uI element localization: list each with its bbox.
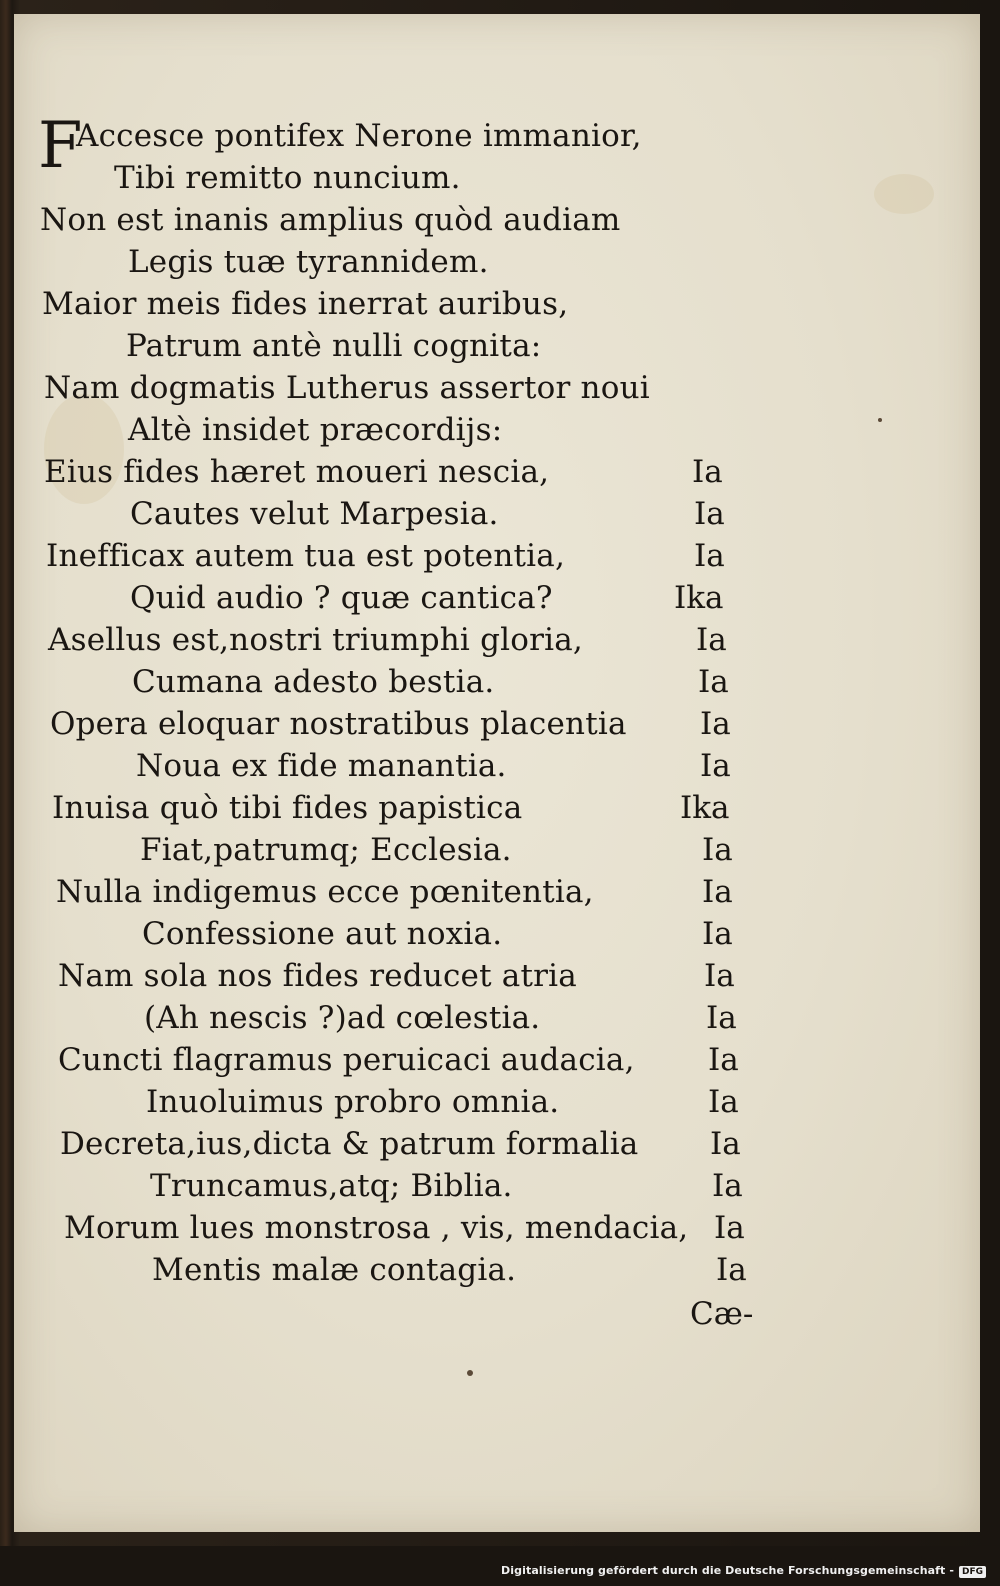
refrain-mark: Ia bbox=[696, 622, 727, 658]
drop-initial: F bbox=[38, 109, 83, 183]
book-page bbox=[14, 14, 980, 1532]
refrain-mark: Ia bbox=[702, 916, 733, 952]
verse-line: Nam sola nos fides reducet atria bbox=[58, 958, 577, 994]
verse-line: Eius fides hæret moueri nescia, bbox=[44, 454, 550, 490]
refrain-mark: Ia bbox=[708, 1084, 739, 1120]
ink-speck bbox=[878, 418, 882, 422]
verse-line: Confessione aut noxia. bbox=[142, 916, 503, 952]
refrain-mark: Ia bbox=[692, 454, 723, 490]
verse-line: Mentis malæ contagia. bbox=[152, 1252, 517, 1288]
refrain-mark: Ia bbox=[700, 706, 731, 742]
refrain-mark: Ia bbox=[710, 1126, 741, 1162]
refrain-mark: Ia bbox=[702, 832, 733, 868]
refrain-mark: Ia bbox=[698, 664, 729, 700]
verse-line: Decreta,ius,dicta & patrum formalia bbox=[60, 1126, 639, 1162]
verse-line: (Ah nescis ?)ad cœlestia. bbox=[144, 1000, 541, 1036]
refrain-mark: Ia bbox=[694, 538, 725, 574]
refrain-mark: Ia bbox=[700, 748, 731, 784]
verse-line: Cuncti flagramus peruicaci audacia, bbox=[58, 1042, 635, 1078]
verse-line: Asellus est,nostri triumphi gloria, bbox=[48, 622, 583, 658]
verse-line: Truncamus,atq; Biblia. bbox=[150, 1168, 513, 1204]
verse-line: Altè insidet præcordijs: bbox=[128, 412, 503, 448]
refrain-mark: Ia bbox=[716, 1252, 747, 1288]
verse-line: Quid audio ? quæ cantica? bbox=[130, 580, 553, 616]
refrain-mark: Ika bbox=[674, 580, 724, 616]
refrain-mark: Ia bbox=[704, 958, 735, 994]
verse-line: Maior meis fides inerrat auribus, bbox=[42, 286, 569, 322]
verse-line: Nulla indigemus ecce pœnitentia, bbox=[56, 874, 594, 910]
refrain-mark: Ia bbox=[702, 874, 733, 910]
verse-line: Morum lues monstrosa , vis, mendacia, bbox=[64, 1210, 689, 1246]
verse-line: Legis tuæ tyrannidem. bbox=[128, 244, 489, 280]
refrain-mark: Ika bbox=[680, 790, 730, 826]
verse-line: Fiat,patrumq; Ecclesia. bbox=[140, 832, 512, 868]
verse-line: Cautes velut Marpesia. bbox=[130, 496, 499, 532]
ink-speck bbox=[467, 1370, 473, 1376]
refrain-mark: Ia bbox=[712, 1168, 743, 1204]
catchword: Cæ- bbox=[690, 1296, 754, 1332]
verse-line: Opera eloquar nostratibus placentia bbox=[50, 706, 627, 742]
verse-line: Accesce pontifex Nerone immanior, bbox=[76, 118, 642, 154]
verse-line: Patrum antè nulli cognita: bbox=[126, 328, 542, 364]
verse-line: Tibi remitto nuncium. bbox=[114, 160, 461, 196]
verse-line: Nam dogmatis Lutherus assertor noui bbox=[44, 370, 650, 406]
poem-text bbox=[14, 14, 980, 1532]
verse-line: Non est inanis amplius quòd audiam bbox=[40, 202, 621, 238]
refrain-mark: Ia bbox=[706, 1000, 737, 1036]
funding-note: Digitalisierung gefördert durch die Deutsche Forschungsgemeinschaft - bbox=[501, 1564, 954, 1577]
refrain-mark: Ia bbox=[714, 1210, 745, 1246]
refrain-mark: Ia bbox=[694, 496, 725, 532]
digitization-footer bbox=[0, 1546, 1000, 1586]
verse-line: Cumana adesto bestia. bbox=[132, 664, 495, 700]
verse-line: Noua ex fide manantia. bbox=[136, 748, 507, 784]
dfg-logo: DFG bbox=[959, 1566, 986, 1578]
verse-line: Inuoluimus probro omnia. bbox=[146, 1084, 560, 1120]
refrain-mark: Ia bbox=[708, 1042, 739, 1078]
verse-line: Inefficax autem tua est potentia, bbox=[46, 538, 566, 574]
verse-line: Inuisa quò tibi fides papistica bbox=[52, 790, 523, 826]
